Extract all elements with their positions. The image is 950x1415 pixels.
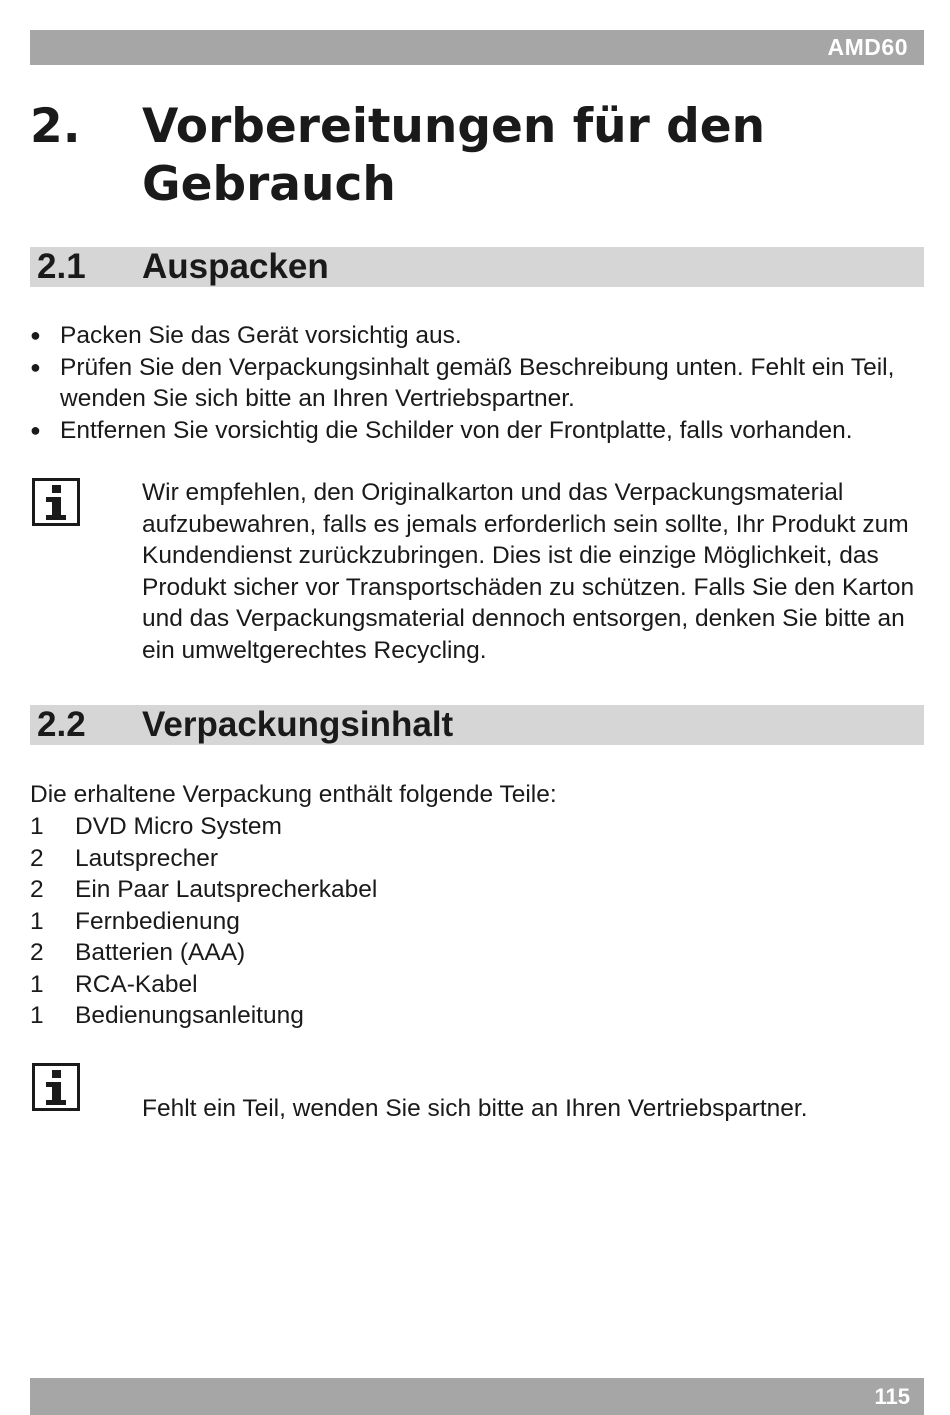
header-bar — [30, 30, 924, 65]
item-quantity: 1 — [30, 1002, 44, 1029]
page-number: 115 — [874, 1384, 910, 1409]
info-icon — [32, 1063, 80, 1111]
item-name: Bedienungsanleitung — [75, 1002, 304, 1029]
item-quantity: 1 — [30, 907, 44, 935]
item-quantity: 1 — [30, 813, 44, 840]
item-quantity: 2 — [30, 844, 44, 872]
footer-bar — [30, 1378, 924, 1415]
item-name: Ein Paar Lautsprecherkabel — [75, 876, 378, 903]
item-name: Batterien (AAA) — [75, 939, 246, 966]
section-title: Auspacken — [142, 247, 329, 286]
item-name: Lautsprecher — [75, 844, 219, 872]
list-item: ● Entfernen Sie vorsichtig die Schilder von der Frontplatte, falls vorhanden. — [30, 415, 924, 447]
section-number: 2.1 — [37, 247, 86, 286]
bullet-icon: ● — [30, 356, 41, 377]
model-label: AMD60 — [827, 34, 908, 60]
item-quantity: 1 — [30, 970, 44, 998]
contents-intro: Die erhaltene Verpackung enthält folgende Teile: — [30, 781, 557, 808]
item-quantity: 2 — [30, 876, 44, 903]
info-note: Fehlt ein Teil, wenden Sie sich bitte an Ihren Vertriebspartner. — [142, 1095, 808, 1122]
info-icon — [32, 478, 80, 526]
item-quantity: 2 — [30, 939, 44, 966]
unpacking-list — [30, 320, 924, 446]
item-name: DVD Micro System — [75, 813, 282, 840]
item-name: Fernbedienung — [75, 907, 240, 935]
section-title: Verpackungsinhalt — [142, 705, 454, 744]
section-heading-verpackungsinhalt — [30, 705, 924, 745]
info-note: Wir empfehlen, den Originalkarton und das Verpackungsmaterial aufzubewahren, falls es jemals erforderlich sein sollte, Ihr Produkt zum Kundendienst zurückzubringen. Dies ist die einzige Möglichkeit, das Produkt sicher vor Transportschäden zu schützen. Falls Sie den Karton und das Verpackungsmaterial dennoch entsorgen, denken Sie bitte an ein umweltgerechtes Recycling. — [142, 479, 915, 664]
section-heading-auspacken — [30, 247, 924, 287]
list-item: ● Prüfen Sie den Verpackungsinhalt gemäß Beschreibung unten. Fehlt ein Teil, wenden Sie sich bitte an Ihren Vertriebspartner. — [30, 353, 895, 412]
bullet-icon: ● — [30, 419, 41, 440]
section-number: 2.2 — [37, 705, 86, 744]
chapter-number: 2. — [30, 99, 81, 154]
list-item: ● Packen Sie das Gerät vorsichtig aus. — [30, 320, 924, 352]
chapter-title: Vorbereitungen für den Gebrauch — [142, 99, 766, 212]
bullet-icon: ● — [30, 325, 41, 345]
item-name: RCA-Kabel — [75, 970, 198, 998]
